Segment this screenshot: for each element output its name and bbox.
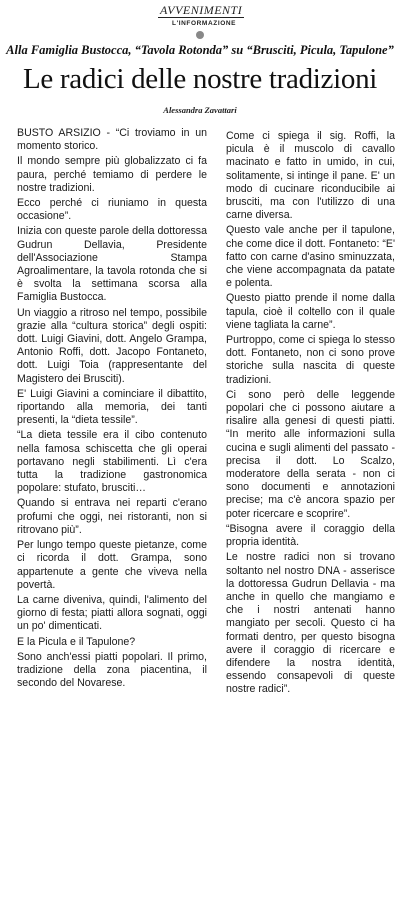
article-column-right <box>226 130 395 699</box>
section-rule <box>158 17 244 18</box>
paragraph: Le nostre radici non si trovano soltanto nel nostro DNA - asserisce la dottoressa Gudrun Dellavia - ma anche in quello che mangiamo e che i nostri antenati hanno mangiato per secoli. Questo ci ha formati dentro, per questo bisogna avere il coraggio di ricercare e difendere la nostra identità, essendo consapevoli di queste nostre radici”. <box>226 551 395 696</box>
article-column-left <box>17 127 207 692</box>
subsection-label: L'INFORMAZIONE <box>172 20 237 27</box>
page-header <box>0 0 400 40</box>
paragraph: Un viaggio a ritroso nel tempo, possibile grazie alla “cultura storica” degli ospiti: dott. Luigi Giavini, dott. Angelo Grampa, Antonio Roffi, dott. Jacopo Fontaneto, dott. Luigi Toia (rappresentante del Magistero dei Brusciti). <box>17 306 207 385</box>
paragraph: Inizia con queste parole della dottoressa Gudrun Dellavia, Presidente dell'Associazione Stampa Agroalimentare, la tavola rotonda che si è svolta la settimana scorsa alla Famiglia Bustocca. <box>17 225 207 304</box>
paragraph: Questo piatto prende il nome dalla tapula, cioè il coltello con il quale viene tagliata la carne”. <box>226 292 395 331</box>
paragraph: Purtroppo, come ci spiega lo stesso dott. Fontaneto, non ci sono prove storiche sulla nascita di queste tradizioni. <box>226 334 395 386</box>
paragraph: Per lungo tempo queste pietanze, come ci ricorda il dott. Grampa, sono appartenute a gente che viveva nella povertà. <box>17 539 207 591</box>
paragraph: Quando si entrava nei reparti c'erano profumi che oggi, nei ristoranti, non si ritrovano più”. <box>17 497 207 536</box>
paragraph: Come ci spiega il sig. Roffi, la picula è il muscolo di cavallo macinato e fatto in umido, in cui, solitamente, si intinge il pane. E' un modo di cucinare riconducibile ai brusciti, ma con l'utilizzo di una carne diversa. <box>226 130 395 222</box>
article-title: Le radici delle nostre tradizioni <box>22 63 378 95</box>
paragraph: La carne diveniva, quindi, l'alimento del giorno di festa; piatti allora sognati, oggi un po' dimenticati. <box>17 593 207 633</box>
article-kicker: Alla Famiglia Bustocca, “Tavola Rotonda” su “Brusciti, Picula, Tapulone” <box>6 43 394 57</box>
paragraph: E la Picula e il Tapulone? <box>17 635 136 648</box>
paragraph: “La dieta tessile era il cibo contenuto nella famosa schiscetta che gli operai portavano negli stabilimenti. Lì c'era tutta la tradizione gastronomica popolare: stufato, brusciti… <box>17 429 207 495</box>
paragraph: Ci sono però delle leggende popolari che ci possono aiutare a risalire alla genesi di questi piatti. “In merito alle informazioni sulla cucina e sugli alimenti del passato - precisa il dott. Lo Scalzo, moderatore della serata - non ci sono documenti e annotazioni precise; ma c'è ancora spazio per poter ricercare e scoprire”. <box>226 388 395 520</box>
paragraph: Ecco perché ci riuniamo in questa occasione”. <box>17 197 207 223</box>
paragraph: “Bisogna avere il coraggio della propria identità. <box>226 522 395 549</box>
paragraph: Il mondo sempre più globalizzato ci fa paura, perché temiamo di perdere le nostre tradizioni. <box>17 155 207 194</box>
paragraph: Sono anch'essi piatti popolari. Il primo, tradizione della zona piacentina, il secondo del Novarese. <box>17 650 207 690</box>
section-label: AVVENIMENTI <box>160 3 243 17</box>
paragraph: BUSTO ARSIZIO - “Ci troviamo in un momento storico. <box>17 127 207 153</box>
paragraph: Questo vale anche per il tapulone, che come dice il dott. Fontaneto: “E' fatto con carne d'asino sminuzzata, che viene accompagnata da patate e polenta. <box>226 224 395 290</box>
bullet-dot-icon <box>196 31 204 39</box>
paragraph: E' Luigi Giavini a cominciare il dibattito, riportando alla memoria, dei tanti presenti, la “dieta tessile”. <box>17 387 207 427</box>
article-author: Alessandra Zavattari <box>163 105 237 115</box>
